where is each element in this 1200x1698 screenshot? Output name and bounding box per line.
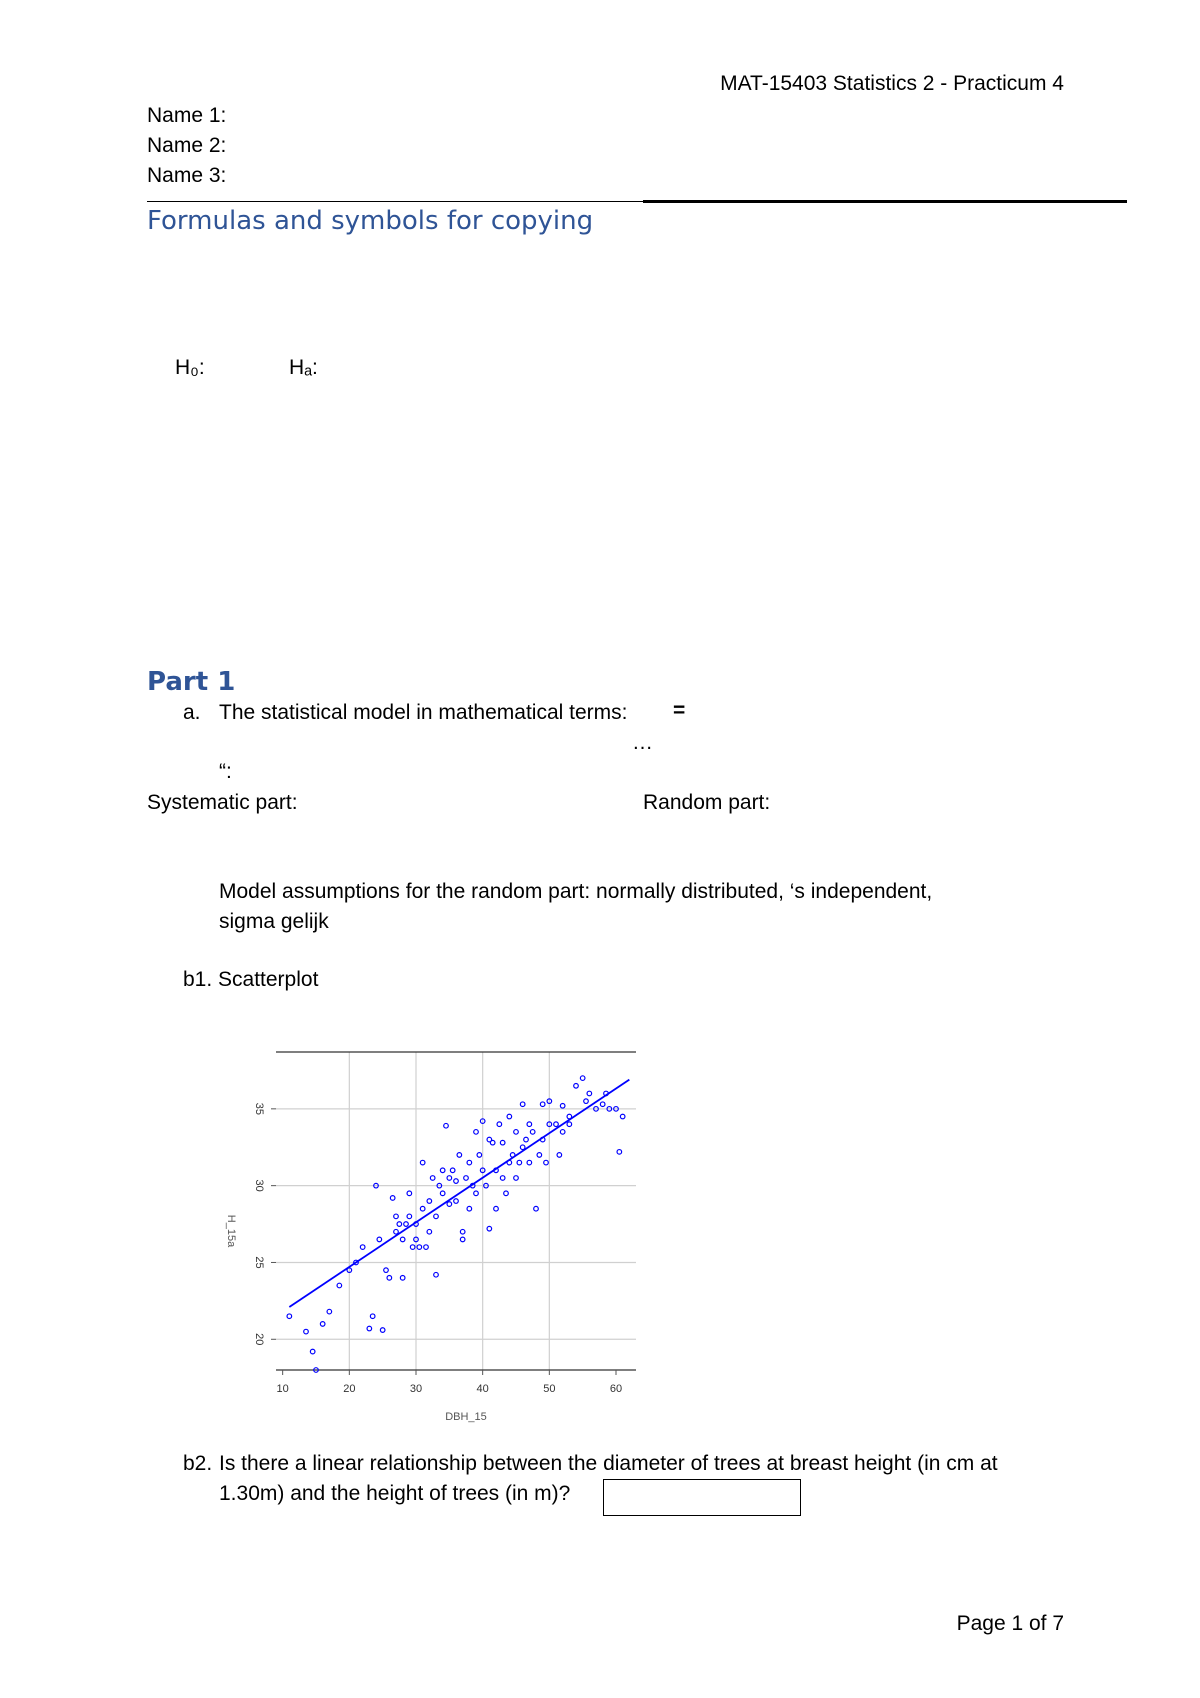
y-tick-label: 30 xyxy=(253,1179,265,1192)
data-point xyxy=(447,1202,452,1207)
alt-hypothesis-label: Hₐ: xyxy=(289,356,318,379)
data-point xyxy=(384,1268,389,1273)
data-point xyxy=(404,1222,409,1227)
data-point xyxy=(500,1140,505,1145)
data-point xyxy=(617,1150,622,1155)
data-point xyxy=(560,1130,565,1135)
data-point xyxy=(430,1176,435,1181)
page-number: Page 1 of 7 xyxy=(956,1612,1064,1635)
data-point xyxy=(427,1229,432,1234)
data-point xyxy=(580,1076,585,1081)
data-point xyxy=(457,1153,462,1158)
data-point xyxy=(544,1160,549,1165)
data-point xyxy=(600,1102,605,1107)
data-point xyxy=(477,1153,482,1158)
epsilon-line: “: xyxy=(219,760,232,783)
data-point xyxy=(287,1314,292,1319)
data-point xyxy=(540,1102,545,1107)
data-point xyxy=(407,1191,412,1196)
data-point xyxy=(367,1326,372,1331)
random-part-label: Random part: xyxy=(643,791,771,814)
data-point xyxy=(527,1122,532,1127)
data-point xyxy=(460,1229,465,1234)
scatterplot xyxy=(210,1040,650,1430)
section-title: Formulas and symbols for copying xyxy=(147,206,594,236)
data-point xyxy=(390,1196,395,1201)
null-hypothesis-label: H₀: xyxy=(175,356,205,379)
data-point xyxy=(424,1245,429,1250)
name-2-label: Name 2: xyxy=(147,134,227,157)
data-point xyxy=(400,1276,405,1281)
data-point xyxy=(394,1214,399,1219)
data-point xyxy=(420,1206,425,1211)
data-point xyxy=(490,1140,495,1145)
data-point xyxy=(554,1122,559,1127)
data-point xyxy=(474,1130,479,1135)
data-point xyxy=(504,1191,509,1196)
data-point xyxy=(434,1214,439,1219)
data-point xyxy=(337,1283,342,1288)
x-tick-label: 50 xyxy=(543,1383,556,1395)
item-a-text: The statistical model in mathematical terms: xyxy=(219,701,628,724)
data-point xyxy=(487,1226,492,1231)
data-point xyxy=(534,1206,539,1211)
b2-answer-box[interactable] xyxy=(603,1479,801,1516)
data-point xyxy=(467,1160,472,1165)
data-point xyxy=(440,1191,445,1196)
data-point xyxy=(530,1130,535,1135)
data-point xyxy=(517,1160,522,1165)
data-point xyxy=(507,1114,512,1119)
data-point xyxy=(514,1176,519,1181)
regression-line xyxy=(289,1080,629,1307)
data-point xyxy=(447,1176,452,1181)
divider-thin xyxy=(147,201,643,202)
data-point xyxy=(434,1272,439,1277)
data-point xyxy=(567,1122,572,1127)
data-point xyxy=(387,1276,392,1281)
b1-label: b1. Scatterplot xyxy=(183,968,319,991)
data-point xyxy=(377,1237,382,1242)
data-point xyxy=(537,1153,542,1158)
x-tick-label: 30 xyxy=(409,1383,423,1395)
data-point xyxy=(524,1137,529,1142)
data-point xyxy=(494,1206,499,1211)
data-point xyxy=(620,1114,625,1119)
data-point xyxy=(520,1102,525,1107)
y-tick-label: 25 xyxy=(253,1256,265,1269)
name-1-label: Name 1: xyxy=(147,104,227,127)
data-point xyxy=(584,1099,589,1104)
y-tick-label: 20 xyxy=(253,1333,265,1346)
data-point xyxy=(304,1329,309,1334)
x-axis-label: DBH_15 xyxy=(445,1411,487,1423)
data-point xyxy=(557,1153,562,1158)
data-point xyxy=(454,1199,459,1204)
systematic-part-label: Systematic part: xyxy=(147,791,298,814)
data-point xyxy=(360,1245,365,1250)
y-axis-label: H_15a xyxy=(225,1214,237,1248)
assumptions-line-1: Model assumptions for the random part: normally distributed, ‘s independent, xyxy=(219,880,933,903)
data-point xyxy=(410,1245,415,1250)
data-point xyxy=(497,1122,502,1127)
data-point xyxy=(527,1160,532,1165)
b2-question-line-1: Is there a linear relationship between the diameter of trees at breast height (in cm at xyxy=(219,1452,998,1475)
data-point xyxy=(394,1229,399,1234)
data-point xyxy=(467,1206,472,1211)
x-tick-label: 40 xyxy=(476,1383,489,1395)
data-point xyxy=(560,1103,565,1108)
data-point xyxy=(417,1245,422,1250)
divider-thick xyxy=(643,200,1127,203)
data-point xyxy=(500,1176,505,1181)
data-point xyxy=(407,1214,412,1219)
data-point xyxy=(320,1322,325,1327)
data-point xyxy=(460,1237,465,1242)
data-point xyxy=(400,1237,405,1242)
item-a-marker: a. xyxy=(183,701,201,724)
x-tick-label: 60 xyxy=(609,1383,623,1395)
data-point xyxy=(440,1168,445,1173)
name-3-label: Name 3: xyxy=(147,164,227,187)
ellipsis: … xyxy=(632,731,653,754)
data-point xyxy=(574,1083,579,1088)
data-point xyxy=(380,1328,385,1333)
data-point xyxy=(327,1309,332,1314)
data-point xyxy=(420,1160,425,1165)
data-point xyxy=(310,1349,315,1354)
data-point xyxy=(587,1091,592,1096)
data-point xyxy=(397,1222,402,1227)
x-tick-label: 20 xyxy=(343,1383,356,1395)
equals-sign: = xyxy=(673,699,686,722)
data-point xyxy=(454,1179,459,1184)
assumptions-line-2: sigma gelijk xyxy=(219,910,329,933)
data-point xyxy=(514,1130,519,1135)
data-point xyxy=(370,1314,375,1319)
b2-question-line-2: 1.30m) and the height of trees (in m)? xyxy=(219,1482,571,1505)
data-point xyxy=(474,1191,479,1196)
y-tick-label: 35 xyxy=(253,1102,265,1115)
course-header: MAT-15403 Statistics 2 - Practicum 4 xyxy=(720,72,1064,95)
part-1-title: Part 1 xyxy=(147,667,236,697)
data-point xyxy=(450,1168,455,1173)
data-point xyxy=(464,1176,469,1181)
b2-marker: b2. xyxy=(183,1452,213,1475)
data-point xyxy=(427,1199,432,1204)
x-tick-label: 10 xyxy=(276,1383,289,1395)
data-point xyxy=(444,1123,449,1128)
